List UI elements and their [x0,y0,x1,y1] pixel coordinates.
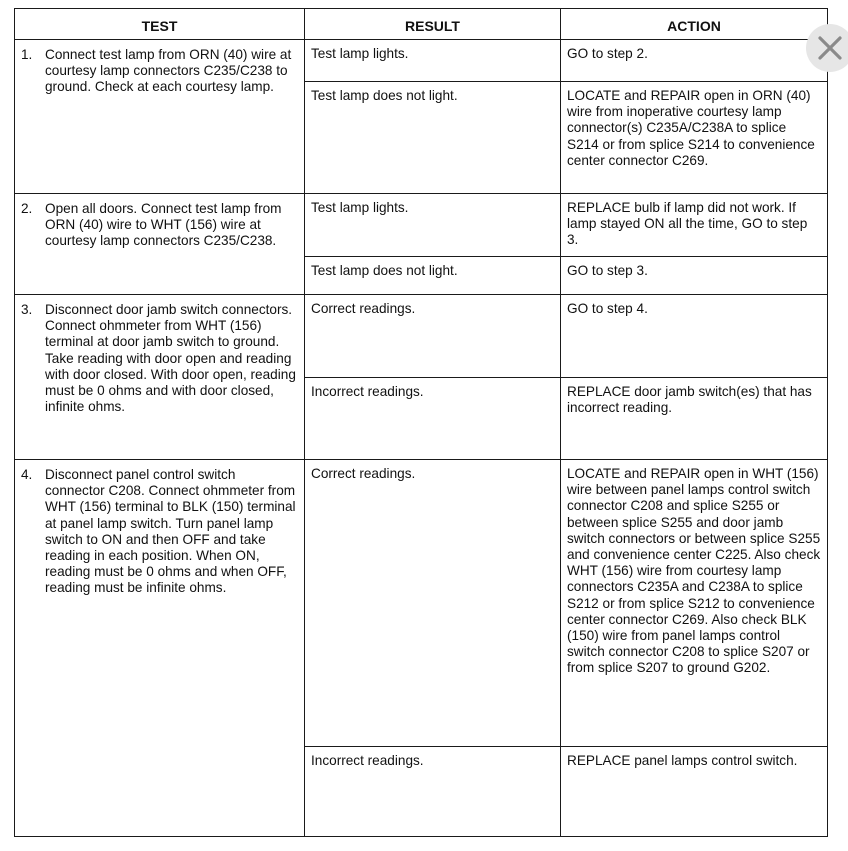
result-cell: Correct readings. [305,460,561,747]
test-text: Open all doors. Connect test lamp from ORN (40) wire to WHT (156) wire at courtesy lamp connectors C235/C238. [45,201,282,249]
close-icon [816,34,844,62]
step-number: 1. [21,47,33,62]
table-row [15,194,828,257]
result-cell: Test lamp lights. [305,40,561,82]
close-button[interactable] [806,24,848,72]
header-row [15,9,828,40]
test-text: Disconnect door jamb switch connectors. Connect ohmmeter from WHT (156) terminal at door jamb switch to ground. Take reading with door open and reading with door closed. With door open, reading must be 0 ohms and with door closed, infinite ohms. [45,302,296,415]
test-text: Disconnect panel control switch connector C208. Connect ohmmeter from WHT (156) terminal to BLK (150) terminal at panel lamp switch. Turn panel lamp switch to ON and then OFF and take reading in each position. When ON, reading must be 0 ohms and when OFF, reading must be infinite ohms. [45,467,296,596]
result-cell: Incorrect readings. [305,747,561,837]
diagnostic-table [14,8,828,837]
header-action: ACTION [561,9,828,40]
test-cell [15,194,305,295]
result-cell: Correct readings. [305,295,561,378]
action-cell: REPLACE door jamb switch(es) that has incorrect reading. [561,378,828,460]
result-cell: Test lamp lights. [305,194,561,257]
step-number: 2. [21,201,33,216]
result-cell: Incorrect readings. [305,378,561,460]
test-text: Connect test lamp from ORN (40) wire at courtesy lamp connectors C235/C238 to ground. Check at each courtesy lamp. [45,47,292,95]
action-cell: REPLACE panel lamps control switch. [561,747,828,837]
table-row [15,460,828,747]
step-number: 4. [21,467,33,482]
action-cell: GO to step 3. [561,257,828,295]
result-cell: Test lamp does not light. [305,257,561,295]
action-cell: GO to step 2. [561,40,828,82]
test-cell [15,40,305,194]
action-cell: LOCATE and REPAIR open in ORN (40) wire from inoperative courtesy lamp connector(s) C235A/C238A to splice S214 or from splice S214 to convenience center connector C269. [561,82,828,194]
table-row [15,40,828,82]
action-cell: LOCATE and REPAIR open in WHT (156) wire between panel lamps control switch connector C208 and splice S255 or between splice S255 and door jamb switch connectors or between splice S255 and convenience center C225. Also check WHT (156) wire from courtesy lamp connectors C235A and C238A to splice S212 or from splice S212 to convenience center connector C269. Also check BLK (150) wire from panel lamps control switch connector C208 to splice S207 or from splice S207 to ground G202. [561,460,828,747]
test-cell [15,460,305,837]
action-cell: REPLACE bulb if lamp did not work. If lamp stayed ON all the time, GO to step 3. [561,194,828,257]
step-number: 3. [21,302,33,317]
header-result: RESULT [305,9,561,40]
table-row [15,295,828,378]
result-cell: Test lamp does not light. [305,82,561,194]
test-cell [15,295,305,460]
header-test: TEST [15,9,305,40]
action-cell: GO to step 4. [561,295,828,378]
